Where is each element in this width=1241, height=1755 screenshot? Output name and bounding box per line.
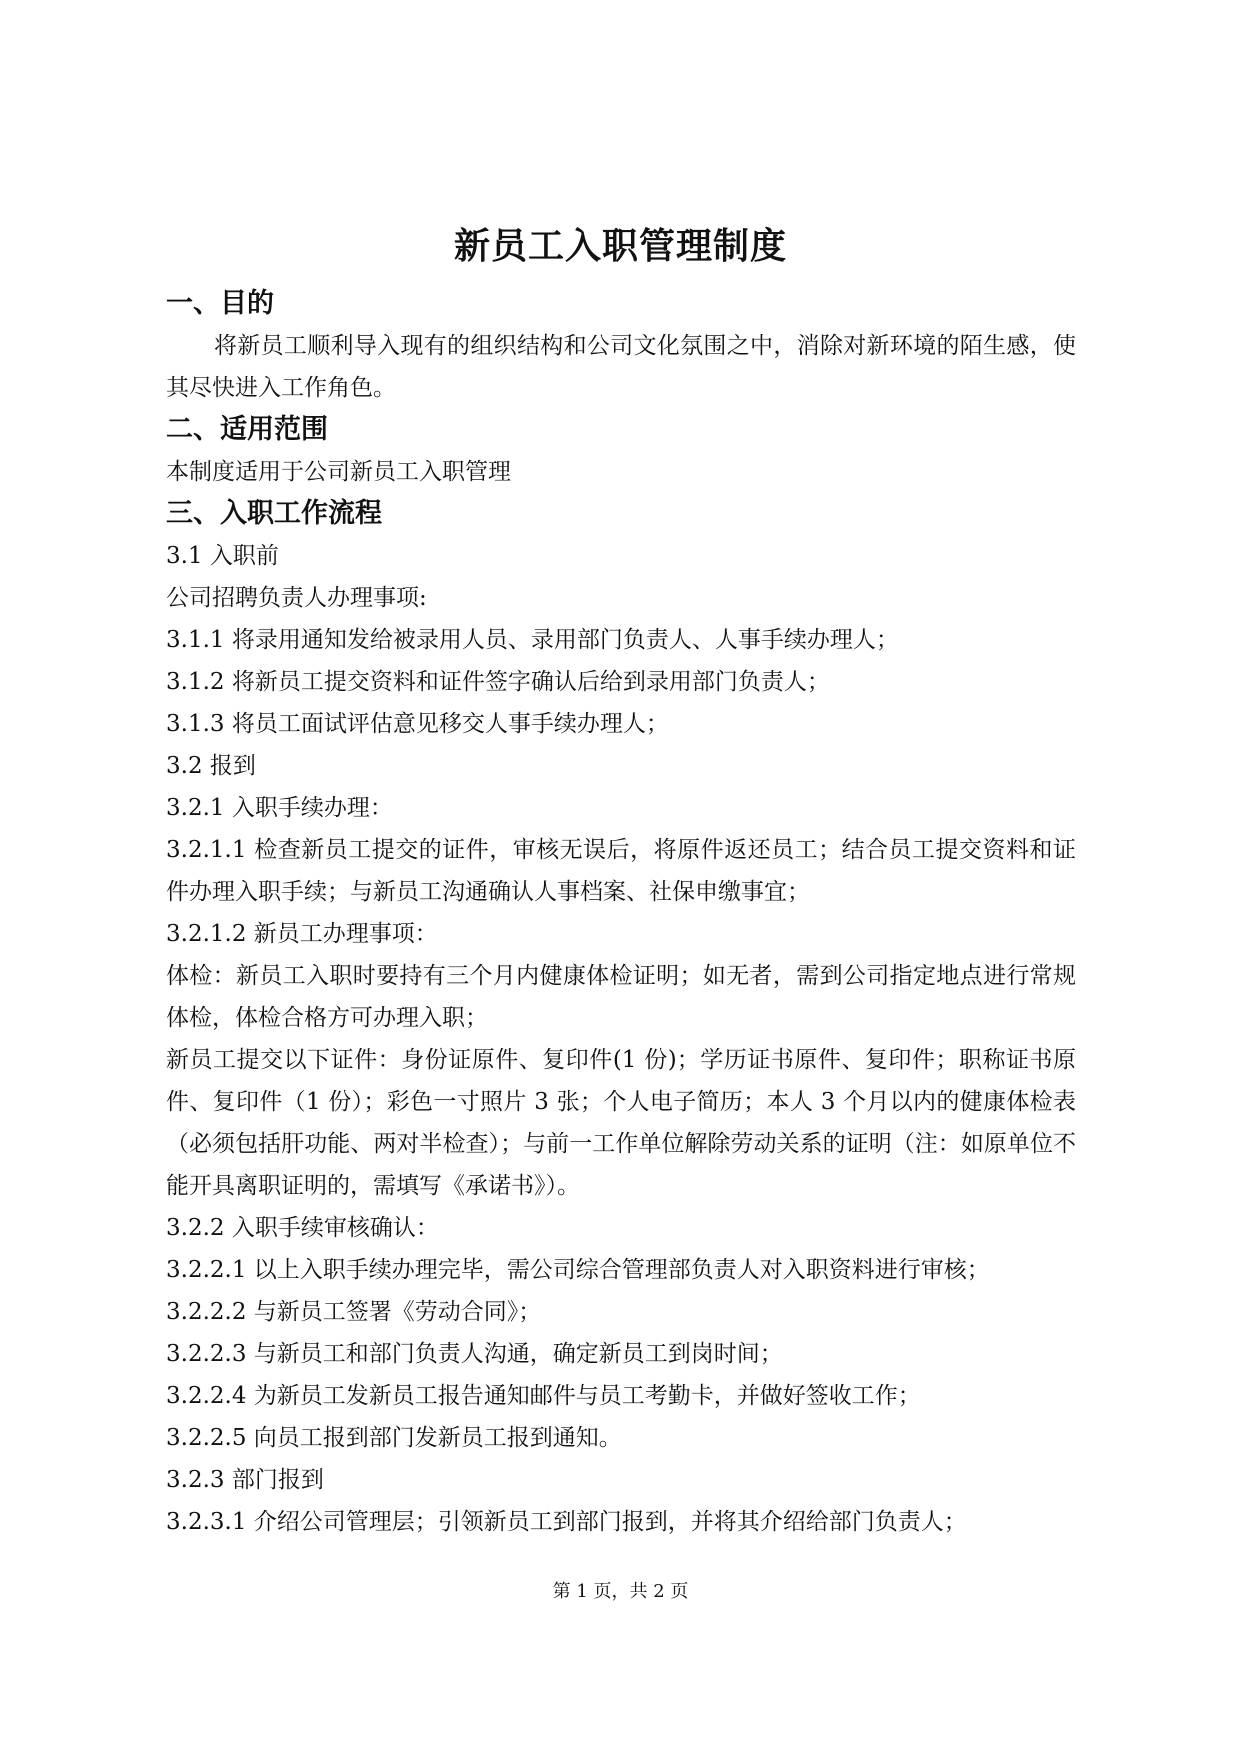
paragraph: 3.1.1 将录用通知发给被录用人员、录用部门负责人、人事手续办理人； bbox=[166, 627, 899, 653]
paragraph: 3.2.3 部门报到 bbox=[166, 1467, 324, 1493]
paragraph: 3.2.2.5 向员工报到部门发新员工报到通知。 bbox=[166, 1425, 622, 1451]
section-body-scope: 本制度适用于公司新员工入职管理 bbox=[166, 459, 511, 485]
paragraph: 3.2.1.2 新员工办理事项： bbox=[166, 921, 438, 947]
paragraph: 3.2.1 入职手续办理： bbox=[166, 795, 393, 821]
paragraph: 3.2.2 入职手续审核确认： bbox=[166, 1215, 439, 1241]
paragraph: 3.1 入职前 bbox=[166, 543, 279, 569]
paragraph: 3.1.2 将新员工提交资料和证件签字确认后给到录用部门负责人； bbox=[166, 669, 830, 695]
paragraph: 3.2.1.1 检查新员工提交的证件，审核无误后，将原件返还员工；结合员工提交资料和证件办理入职手续；与新员工沟通确认人事档案、社保申缴事宜； bbox=[166, 837, 1076, 905]
paragraph: 3.2.2.2 与新员工签署《劳动合同》； bbox=[166, 1299, 542, 1325]
section-heading-process: 三、入职工作流程 bbox=[166, 498, 382, 529]
paragraph: 3.2.3.1 介绍公司管理层；引领新员工到部门报到，并将其介绍给部门负责人； bbox=[166, 1509, 967, 1535]
paragraph: 3.2.2.3 与新员工和部门负责人沟通，确定新员工到岗时间； bbox=[166, 1341, 783, 1367]
paragraph: 新员工提交以下证件：身份证原件、复印件(1 份)；学历证书原件、复印件；职称证书原件、复印件（1 份）；彩色一寸照片 3 张；个人电子简历；本人 3 个月以内的健康体检表（必须包括肝功能、两对半检查）；与前一工作单位解除劳动关系的证明（注：如原单位不能开具离职证明的，需填写《承诺书》）。 bbox=[166, 1047, 1076, 1199]
paragraph: 3.2.2.1 以上入职手续办理完毕，需公司综合管理部负责人对入职资料进行审核； bbox=[166, 1257, 990, 1283]
document-body bbox=[166, 283, 1076, 1543]
document-title: 新员工入职管理制度 bbox=[453, 225, 787, 267]
page-number-footer: 第 1 页，共 2 页 bbox=[552, 1581, 689, 1602]
paragraph: 3.2 报到 bbox=[166, 753, 256, 779]
paragraph: 3.1.3 将员工面试评估意见移交人事手续办理人； bbox=[166, 711, 669, 737]
section-body-purpose: 将新员工顺利导入现有的组织结构和公司文化氛围之中，消除对新环境的陌生感，使其尽快进入工作角色。 bbox=[166, 333, 1076, 401]
section-heading-purpose: 一、目的 bbox=[166, 288, 274, 319]
paragraph: 公司招聘负责人办理事项: bbox=[166, 585, 427, 611]
section-heading-scope: 二、适用范围 bbox=[166, 414, 328, 445]
paragraph: 3.2.2.4 为新员工发新员工报告通知邮件与员工考勤卡，并做好签收工作； bbox=[166, 1383, 921, 1409]
paragraph: 体检：新员工入职时要持有三个月内健康体检证明；如无者，需到公司指定地点进行常规体检，体检合格方可办理入职； bbox=[166, 963, 1076, 1031]
